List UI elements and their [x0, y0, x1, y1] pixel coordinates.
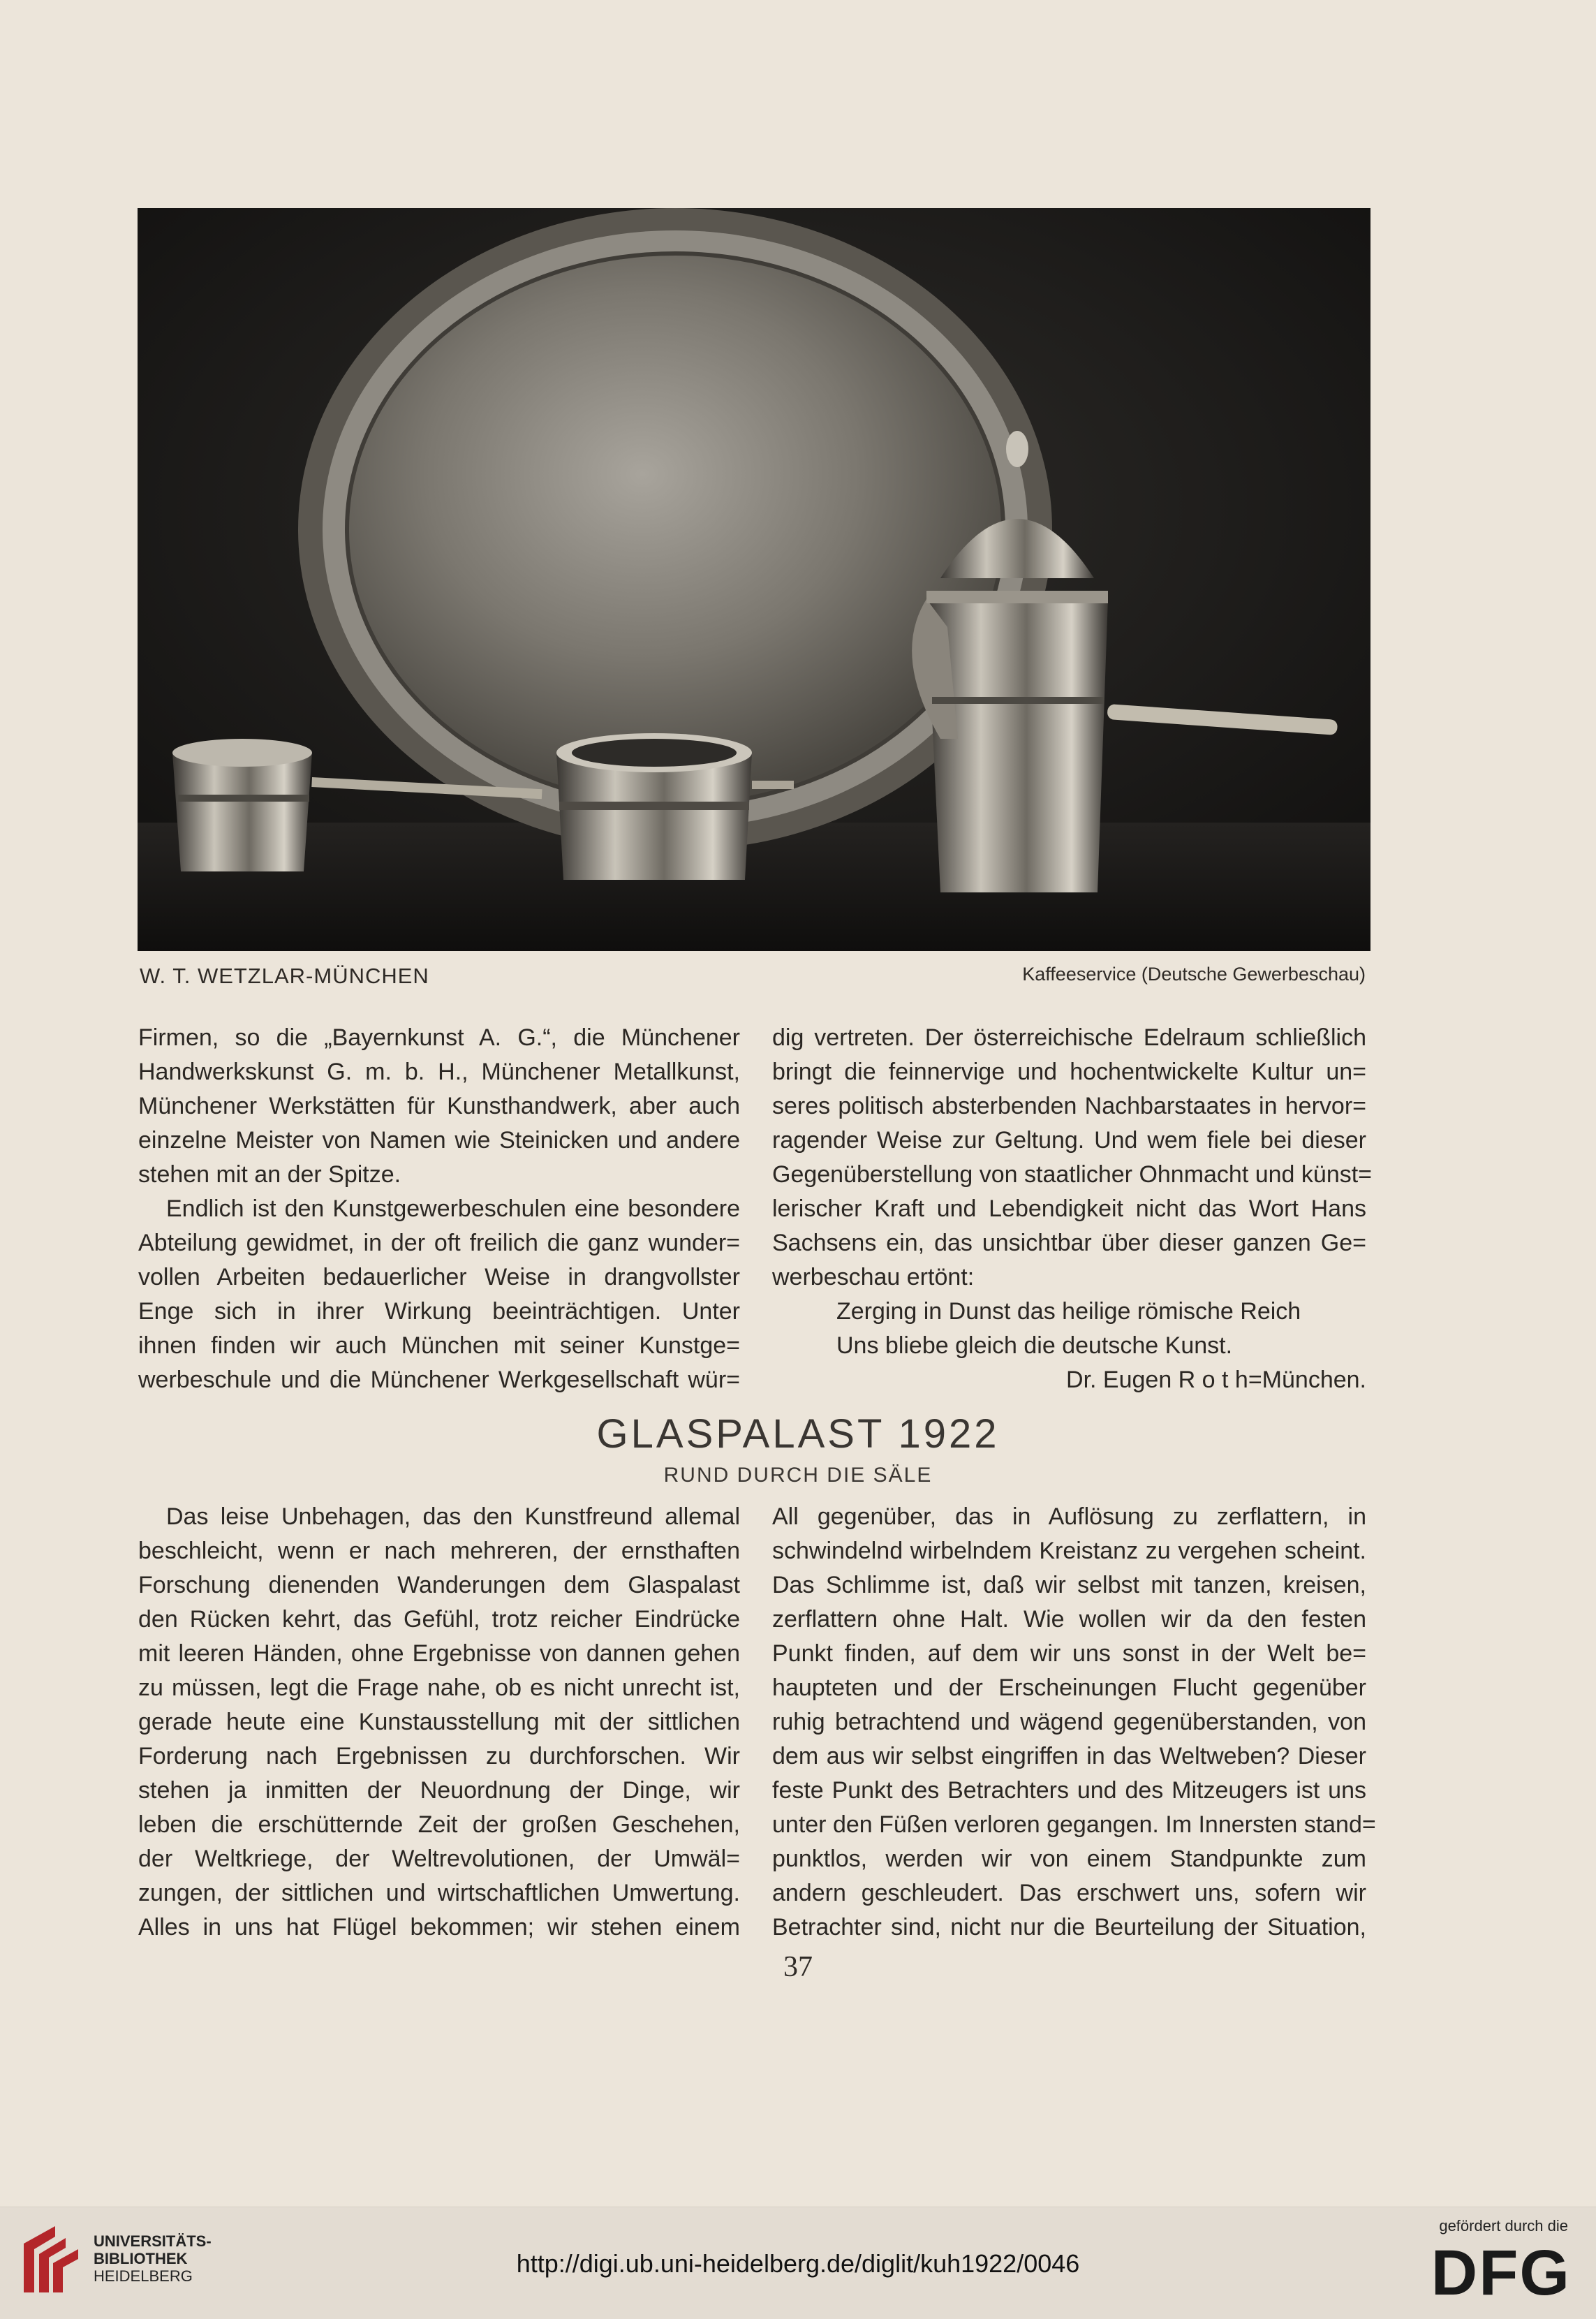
- text-line: Enge sich in ihrer Wirkung beeinträchtigen. Unter: [138, 1298, 740, 1325]
- text-line: Alles in uns hat Flügel bekommen; wir stehen einem: [138, 1914, 740, 1941]
- text-line: Sachsens ein, das unsichtbar über dieser ganzen Ge=: [772, 1230, 1366, 1256]
- article-title: GLASPALAST 1922: [596, 1411, 1000, 1457]
- text-line: werbeschule und die Münchener Werkgesellschaft wür=: [138, 1367, 740, 1393]
- photo-caption: Kaffeeservice (Deutsche Gewerbeschau): [1022, 964, 1366, 985]
- text-column-4: [772, 1500, 1376, 1945]
- text-line: lerischer Kraft und Lebendigkeit nicht das Wort Hans: [772, 1195, 1366, 1222]
- funding-label: gefördert durch die: [1439, 2217, 1568, 2235]
- text-line: Punkt finden, auf dem wir uns sonst in der Welt be=: [772, 1640, 1366, 1667]
- text-line: ihnen finden wir auch München mit seiner Kunstge=: [138, 1332, 740, 1359]
- text-line: zungen, der sittlichen und wirtschaftlichen Umwertung.: [138, 1880, 740, 1906]
- photo-credit: W. T. WETZLAR-MÜNCHEN: [140, 964, 429, 988]
- text-line: punktlos, werden wir von einem Standpunkte zum: [772, 1846, 1366, 1872]
- text-line: werbeschau ertönt:: [772, 1264, 975, 1290]
- text-line: gerade heute eine Kunstausstellung mit der sittlichen: [138, 1709, 740, 1735]
- text-column-2: [772, 1021, 1373, 1397]
- text-line: unter den Füßen verloren gegangen. Im Innersten stand=: [772, 1811, 1376, 1838]
- page-number: 37: [783, 1951, 813, 1983]
- text-line: Firmen, so die „Bayernkunst A. G.“, die Münchener: [138, 1024, 740, 1051]
- text-line: Das leise Unbehagen, das den Kunstfreund allemal: [166, 1503, 740, 1530]
- text-line: mit leeren Händen, ohne Ergebnisse von dannen gehen: [138, 1640, 740, 1667]
- text-line: dig vertreten. Der österreichische Edelraum schließlich: [772, 1024, 1366, 1051]
- text-line: stehen mit an der Spitze.: [138, 1161, 401, 1188]
- text-column-1: [138, 1021, 740, 1397]
- text-line: Forschung dienenden Wanderungen dem Glaspalast: [138, 1572, 740, 1598]
- digitization-footer: [0, 2207, 1596, 2319]
- photograph-coffee-service: [138, 208, 1370, 951]
- text-line: den Rücken kehrt, das Gefühl, trotz reicher Eindrücke: [138, 1606, 740, 1633]
- text-line: haupteten und der Erscheinungen Flucht gegenüber: [772, 1674, 1366, 1701]
- text-line: leben die erschütternde Zeit der großen Geschehen,: [138, 1811, 740, 1838]
- text-line: bringt die feinnervige und hochentwickelte Kultur un=: [772, 1059, 1366, 1085]
- text-line: schwindelnd wirbelndem Kreistanz zu vergehen scheint.: [772, 1538, 1366, 1564]
- text-line: einzelne Meister von Namen wie Steinicken und andere: [138, 1127, 740, 1154]
- verse-line: Zerging in Dunst das heilige römische Reich: [836, 1298, 1301, 1325]
- text-line: beschleicht, wenn er nach mehreren, der ernsthaften: [138, 1538, 740, 1564]
- text-line: andern geschleudert. Das erschwert uns, sofern wir: [772, 1880, 1366, 1906]
- library-name-line: UNIVERSITÄTS-: [94, 2232, 212, 2250]
- text-line: Abteilung gewidmet, in der oft freilich die ganz wunder=: [138, 1230, 740, 1256]
- dfg-logo: DFG: [1431, 2237, 1571, 2309]
- text-line: feste Punkt des Betrachters und des Mitzeugers ist uns: [772, 1777, 1366, 1804]
- text-line: All gegenüber, das in Auflösung zu zerflattern, in: [772, 1503, 1366, 1530]
- text-line: Münchener Werkstätten für Kunsthandwerk, aber auch: [138, 1093, 740, 1119]
- text-line: ragender Weise zur Geltung. Und wem fiele bei dieser: [772, 1127, 1366, 1154]
- text-line: Endlich ist den Kunstgewerbeschulen eine besondere: [166, 1195, 740, 1222]
- article-subtitle: RUND DURCH DIE SÄLE: [663, 1464, 933, 1487]
- text-line: der Weltkriege, der Weltrevolutionen, der Umwäl=: [138, 1846, 740, 1872]
- text-column-3: [138, 1500, 740, 1945]
- library-name-line: HEIDELBERG: [94, 2267, 193, 2285]
- text-line: Forderung nach Ergebnissen zu durchforschen. Wir: [138, 1743, 740, 1769]
- text-line: seres politisch absterbenden Nachbarstaates in hervor=: [772, 1093, 1366, 1119]
- text-line: Gegenüberstellung von staatlicher Ohnmacht und künst=: [772, 1161, 1373, 1188]
- text-line: Handwerkskunst G. m. b. H., Münchener Metallkunst,: [138, 1059, 740, 1085]
- text-line: ruhig betrachtend und wägend gegenüberstanden, von: [772, 1709, 1366, 1735]
- text-line: stehen ja inmitten der Neuordnung der Dinge, wir: [138, 1777, 740, 1804]
- text-line: vollen Arbeiten bedauerlicher Weise in drangvollster: [138, 1264, 740, 1290]
- source-url-link[interactable]: http://digi.ub.uni-heidelberg.de/diglit/kuh1922/0046: [516, 2249, 1080, 2278]
- text-line: Betrachter sind, nicht nur die Beurteilung der Situation,: [772, 1914, 1366, 1941]
- verse-quote: [772, 1295, 1366, 1363]
- library-name-line: BIBLIOTHEK: [94, 2250, 188, 2267]
- text-line: zu müssen, legt die Frage nahe, ob es nicht unrecht ist,: [138, 1674, 740, 1701]
- verse-line: Uns bliebe gleich die deutsche Kunst.: [836, 1332, 1233, 1359]
- text-line: dem aus wir selbst eingriffen in das Weltweben? Dieser: [772, 1743, 1366, 1769]
- text-line: zerflattern ohne Halt. Wie wollen wir da den festen: [772, 1606, 1366, 1633]
- text-line: Das Schlimme ist, daß wir selbst mit tanzen, kreisen,: [772, 1572, 1366, 1598]
- author-signature: Dr. Eugen R o t h=München.: [1066, 1367, 1366, 1393]
